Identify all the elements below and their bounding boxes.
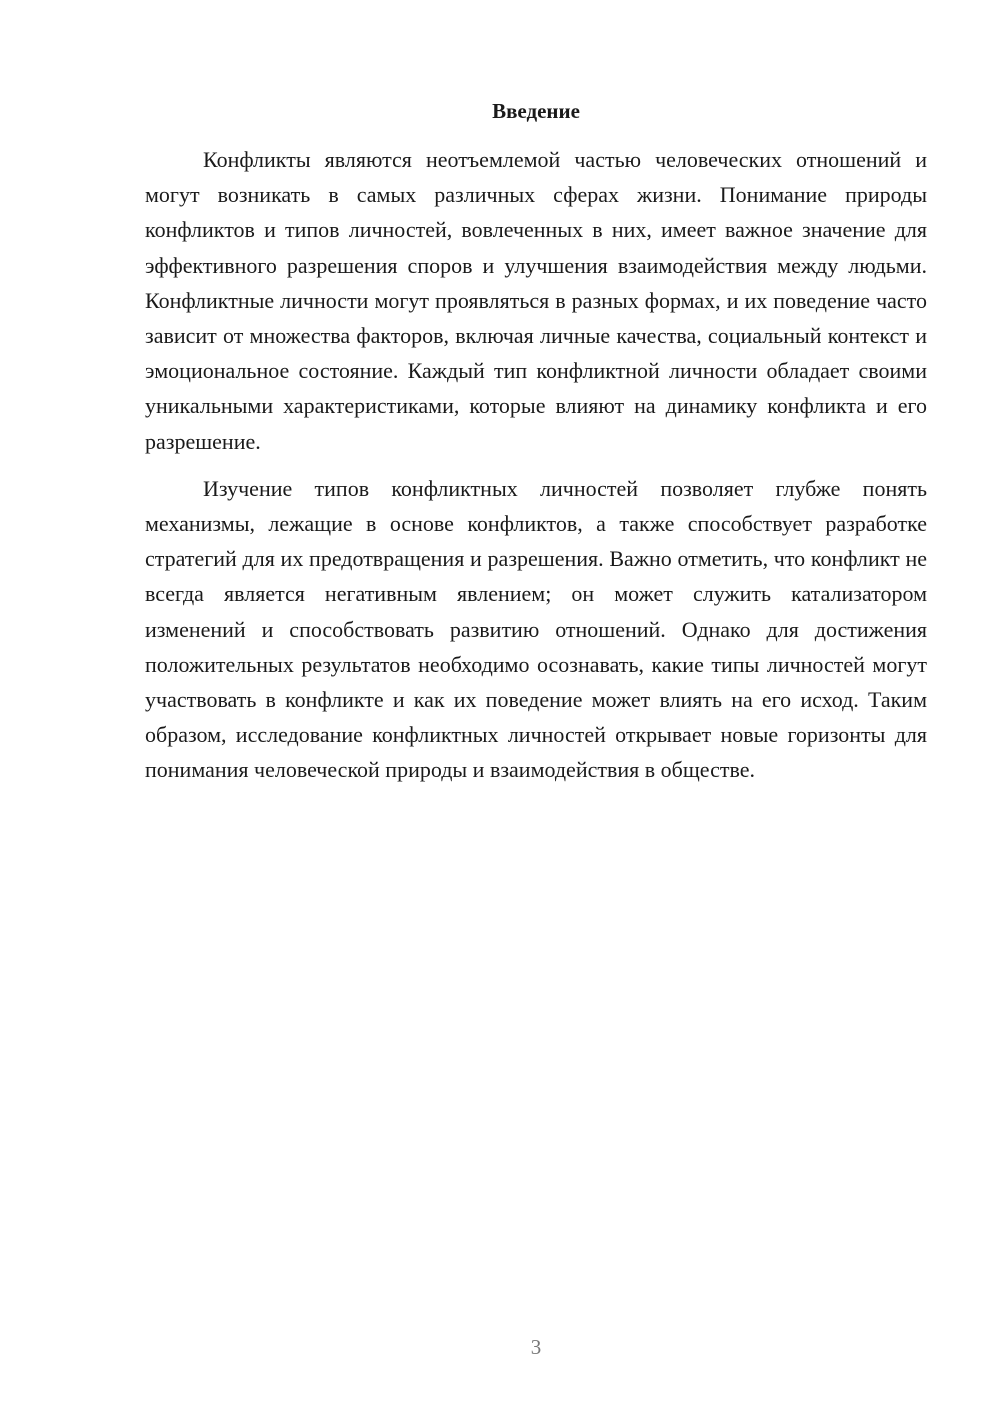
paragraph-study: Изучение типов конфликтных личностей позволяет глубже понять механизмы, лежащие в основе конфликтов, а также способствует разработке стратегий для их предотвращения и разрешения. Важно отметить, что конфликт не всегда является негативным явлением; он может служить катализатором изменений и способствовать развитию отношений. Однако для достижения положительных результатов необходимо осознавать, какие типы личностей могут участвовать в конфликте и как их поведение может влиять на его исход. Таким образом, исследование конфликтных личностей открывает новые горизонты для понимания человеческой природы и взаимодействия в обществе. — [145, 475, 927, 783]
paragraph-intro: Конфликты являются неотъемлемой частью человеческих отношений и могут возникать в самых различных сферах жизни. Понимание природы конфликтов и типов личностей, вовлеченных в них, имеет важное значение для эффективного разрешения споров и улучшения взаимодействия между людьми. Конфликтные личности могут проявляться в разных формах, и их поведение часто зависит от множества факторов, включая личные качества, социальный контекст и эмоциональное состояние. Каждый тип конфликтной личности обладает своими уникальными характеристиками, которые влияют на динамику конфликта и его разрешение. — [145, 147, 927, 454]
document-body — [145, 142, 927, 788]
page-number: 3 — [530, 1335, 542, 1359]
section-heading: Введение — [492, 99, 580, 123]
